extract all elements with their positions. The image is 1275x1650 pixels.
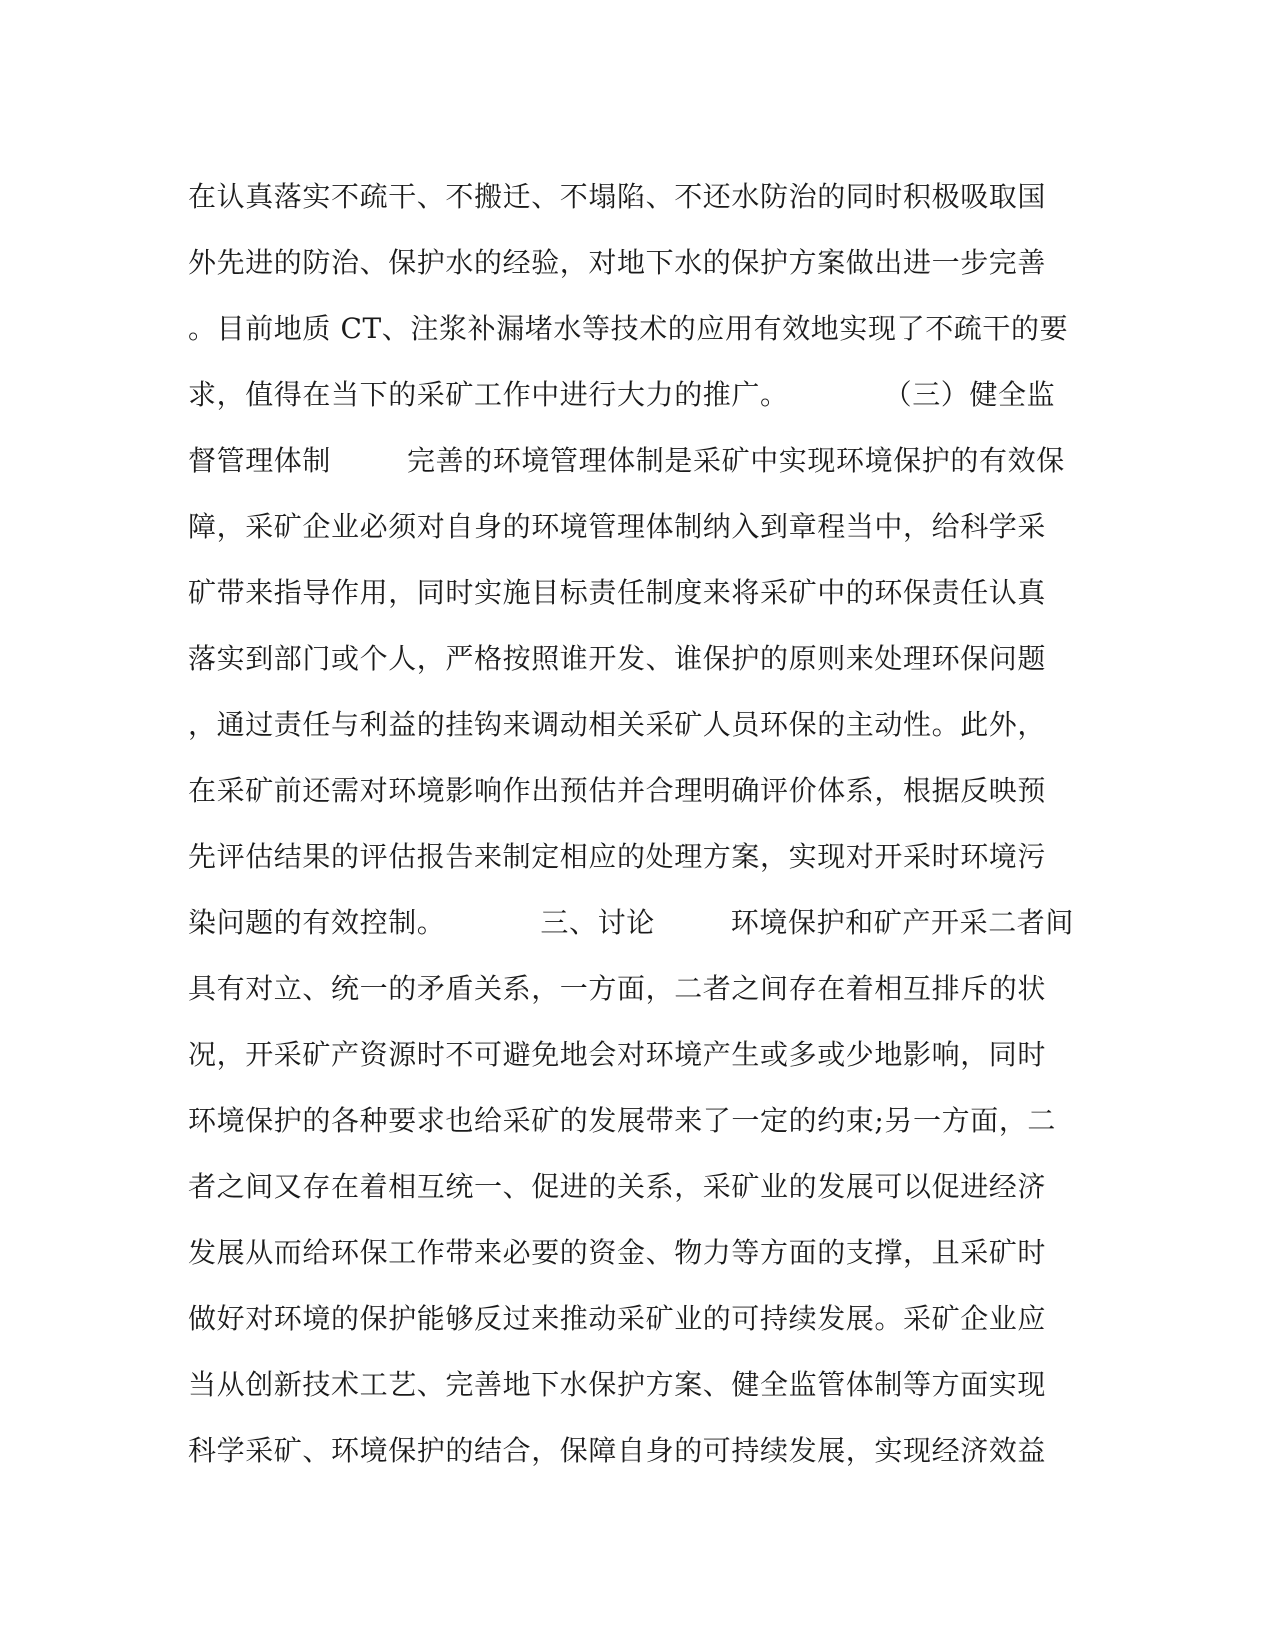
text-line: 做好对环境的保护能够反过来推动采矿业的可持续发展。采矿企业应 bbox=[188, 1302, 1047, 1335]
text-line: 染问题的有效控制。 三、讨论 环境保护和矿产开采二者间 bbox=[188, 906, 1075, 939]
text-line: 矿带来指导作用，同时实施目标责任制度来将采矿中的环保责任认真 bbox=[188, 576, 1047, 609]
text-line: 求，值得在当下的采矿工作中进行大力的推广。 （三）健全监 bbox=[188, 378, 1056, 411]
text-line: 外先进的防治、保护水的经验，对地下水的保护方案做出进一步完善 bbox=[188, 246, 1047, 279]
text-line: 先评估结果的评估报告来制定相应的处理方案，实现对开采时环境污 bbox=[188, 840, 1047, 873]
text-line: 具有对立、统一的矛盾关系，一方面，二者之间存在着相互排斥的状 bbox=[188, 972, 1047, 1005]
text-line: 障，采矿企业必须对自身的环境管理体制纳入到章程当中，给科学采 bbox=[188, 510, 1047, 543]
text-line: 发展从而给环保工作带来必要的资金、物力等方面的支撑，且采矿时 bbox=[188, 1236, 1047, 1269]
body-text bbox=[188, 164, 1088, 1484]
text-line: 当从创新技术工艺、完善地下水保护方案、健全监管体制等方面实现 bbox=[188, 1368, 1047, 1401]
text-line: 。目前地质 CT、注浆补漏堵水等技术的应用有效地实现了不疏干的要 bbox=[188, 312, 1069, 345]
text-line: 者之间又存在着相互统一、促进的关系，采矿业的发展可以促进经济 bbox=[188, 1170, 1047, 1203]
text-line: 环境保护的各种要求也给采矿的发展带来了一定的约束;另一方面，二 bbox=[188, 1104, 1057, 1137]
text-line: 在认真落实不疏干、不搬迁、不塌陷、不还水防治的同时积极吸取国 bbox=[188, 180, 1047, 213]
text-line: 况，开采矿产资源时不可避免地会对环境产生或多或少地影响，同时 bbox=[188, 1038, 1047, 1071]
text-line: 落实到部门或个人，严格按照谁开发、谁保护的原则来处理环保问题 bbox=[188, 642, 1047, 675]
text-line: 在采矿前还需对环境影响作出预估并合理明确评价体系，根据反映预 bbox=[188, 774, 1047, 807]
text-line: 科学采矿、环境保护的结合，保障自身的可持续发展，实现经济效益 bbox=[188, 1434, 1047, 1467]
text-line: 督管理体制 完善的环境管理体制是采矿中实现环境保护的有效保 bbox=[188, 444, 1065, 477]
text-line: ，通过责任与利益的挂钩来调动相关采矿人员环保的主动性。此外， bbox=[188, 708, 1047, 741]
